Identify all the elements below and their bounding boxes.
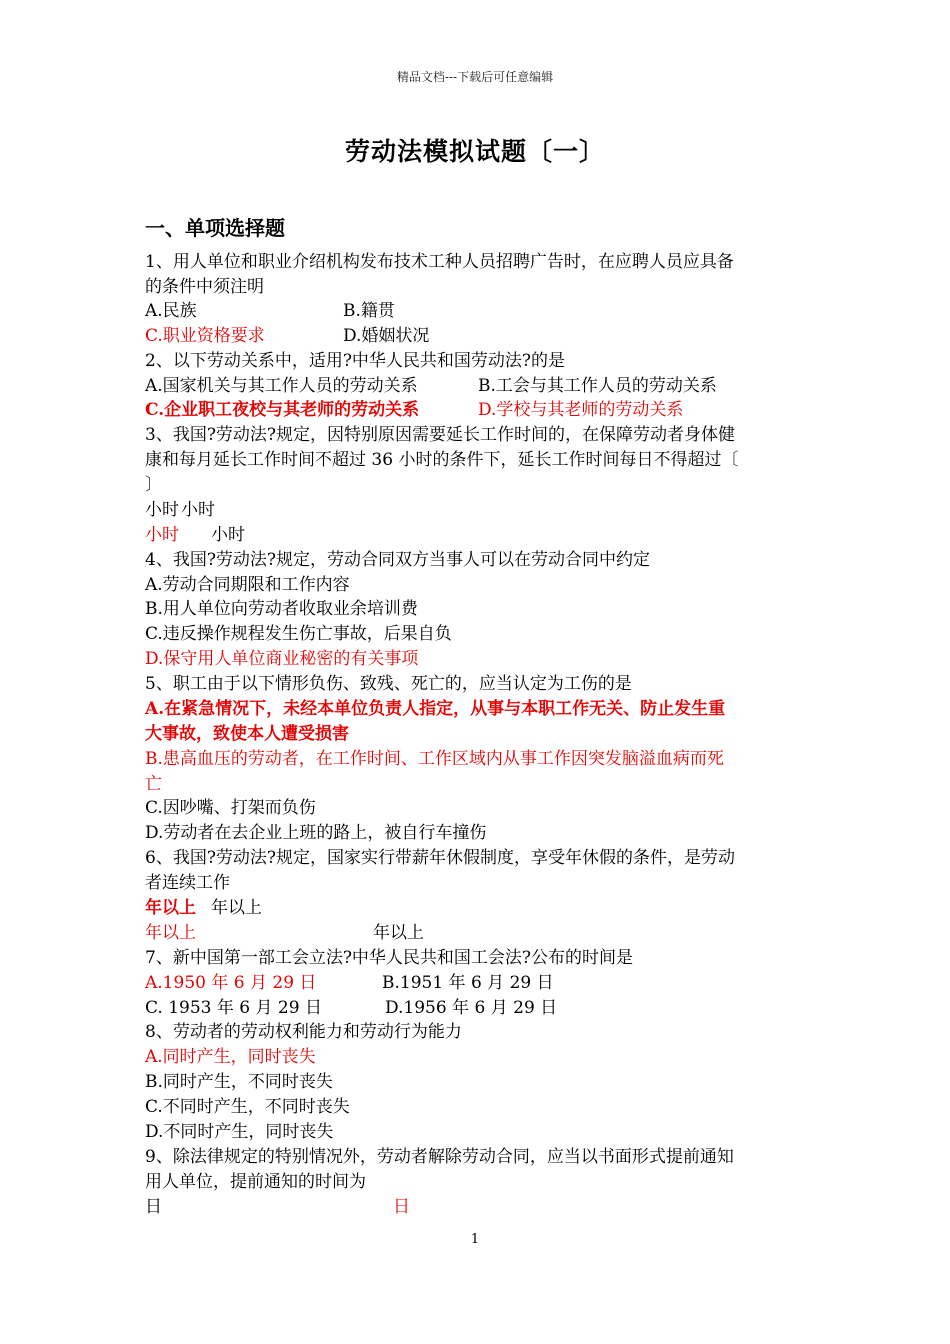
q2-option-d: D.学校与其老师的劳动关系 [478,400,684,420]
q1-option-b: B.籍贯 [343,301,395,321]
q2-option-a: A.国家机关与其工作人员的劳动关系 [145,376,418,396]
q7-option-b: B.1951 年 6 月 29 日 [382,973,554,993]
q5-option-d: D.劳动者在去企业上班的路上，被自行车撞伤 [145,823,487,843]
q6-option-c: 年以上 [145,923,196,943]
q8-stem: 8、劳动者的劳动权利能力和劳动行为能力 [145,1022,462,1042]
q1-stem-line1: 1、用人单位和职业介绍机构发布技术工种人员招聘广告时，在应聘人员应具备 [145,252,734,272]
q6-option-d: 年以上 [373,923,424,943]
q1-option-d: D.婚姻状况 [343,326,430,346]
q5-option-b-line1: B.患高血压的劳动者，在工作时间、工作区域内从事工作因突发脑溢血病而死 [145,749,724,769]
q4-stem: 4、我国?劳动法?规定，劳动合同双方当事人可以在劳动合同中约定 [145,550,651,570]
q7-stem: 7、新中国第一部工会立法?中华人民共和国工会法?公布的时间是 [145,948,634,968]
q3-stem-line1: 3、我国?劳动法?规定，因特别原因需要延长工作时间的，在保障劳动者身体健 [145,425,736,445]
q3-stem-line2: 康和每月延长工作时间不超过 36 小时的条件下，延长工作时间每日不得超过〔 [145,450,739,470]
q8-option-c: C.不同时产生，不同时丧失 [145,1097,350,1117]
q3-option-a: 小时 [145,500,179,520]
q2-option-c-answer: C.企业职工夜校与其老师的劳动关系 [145,400,420,420]
q4-option-b: B.用人单位向劳动者收取业余培训费 [145,599,418,619]
q1-stem-line2: 的条件中须注明 [145,277,264,297]
q5-option-c: C.因吵嘴、打架而负伤 [145,798,316,818]
q1-option-c-answer: C.职业资格要求 [145,326,265,346]
q6-option-b: 年以上 [211,898,262,918]
q5-option-b-line2: 亡 [145,774,162,794]
q8-option-b: B.同时产生，不同时丧失 [145,1072,333,1092]
q7-option-c: C. 1953 年 6 月 29 日 [145,998,322,1018]
q6-option-a-answer: 年以上 [145,898,196,918]
page-number: 1 [470,1232,480,1247]
q6-stem-line1: 6、我国?劳动法?规定，国家实行带薪年休假制度，享受年休假的条件，是劳动 [145,848,736,868]
q5-option-a-line2-answer: 大事故，致使本人遭受损害 [145,724,349,744]
q7-option-d: D.1956 年 6 月 29 日 [385,998,558,1018]
q6-stem-line2: 者连续工作 [145,873,230,893]
q3-stem-line3: 〕 [145,475,162,495]
q7-option-a-answer: A.1950 年 6 月 29 日 [145,973,317,993]
q3-option-c-answer: 小时 [145,525,179,545]
q9-option-b-answer: 日 [393,1197,410,1217]
q4-option-d-answer: D.保守用人单位商业秘密的有关事项 [145,649,419,669]
document-title: 劳动法模拟试题〔一〕 [344,137,605,166]
q4-option-c: C.违反操作规程发生伤亡事故，后果自负 [145,624,452,644]
q1-option-a: A.民族 [145,301,197,321]
q8-option-d: D.不同时产生，同时丧失 [145,1122,334,1142]
q2-stem: 2、以下劳动关系中，适用?中华人民共和国劳动法?的是 [145,351,566,371]
q9-option-a: 日 [145,1197,162,1217]
q2-option-b: B.工会与其工作人员的劳动关系 [478,376,717,396]
q5-option-a-line1-answer: A.在紧急情况下，未经本单位负责人指定，从事与本职工作无关、防止发生重 [145,699,726,719]
q5-stem: 5、职工由于以下情形负伤、致残、死亡的，应当认定为工伤的是 [145,674,632,694]
q4-option-a: A.劳动合同期限和工作内容 [145,575,350,595]
q3-option-d: 小时 [211,525,245,545]
section-title: 一、单项选择题 [145,216,285,240]
q3-option-b: 小时 [181,500,215,520]
q9-stem-line2: 用人单位，提前通知的时间为 [145,1172,366,1192]
q9-stem-line1: 9、除法律规定的特别情况外，劳动者解除劳动合同，应当以书面形式提前通知 [145,1147,734,1167]
q8-option-a-answer: A.同时产生，同时丧失 [145,1047,316,1067]
header-note: 精品文档---下载后可任意编辑 [396,70,554,84]
